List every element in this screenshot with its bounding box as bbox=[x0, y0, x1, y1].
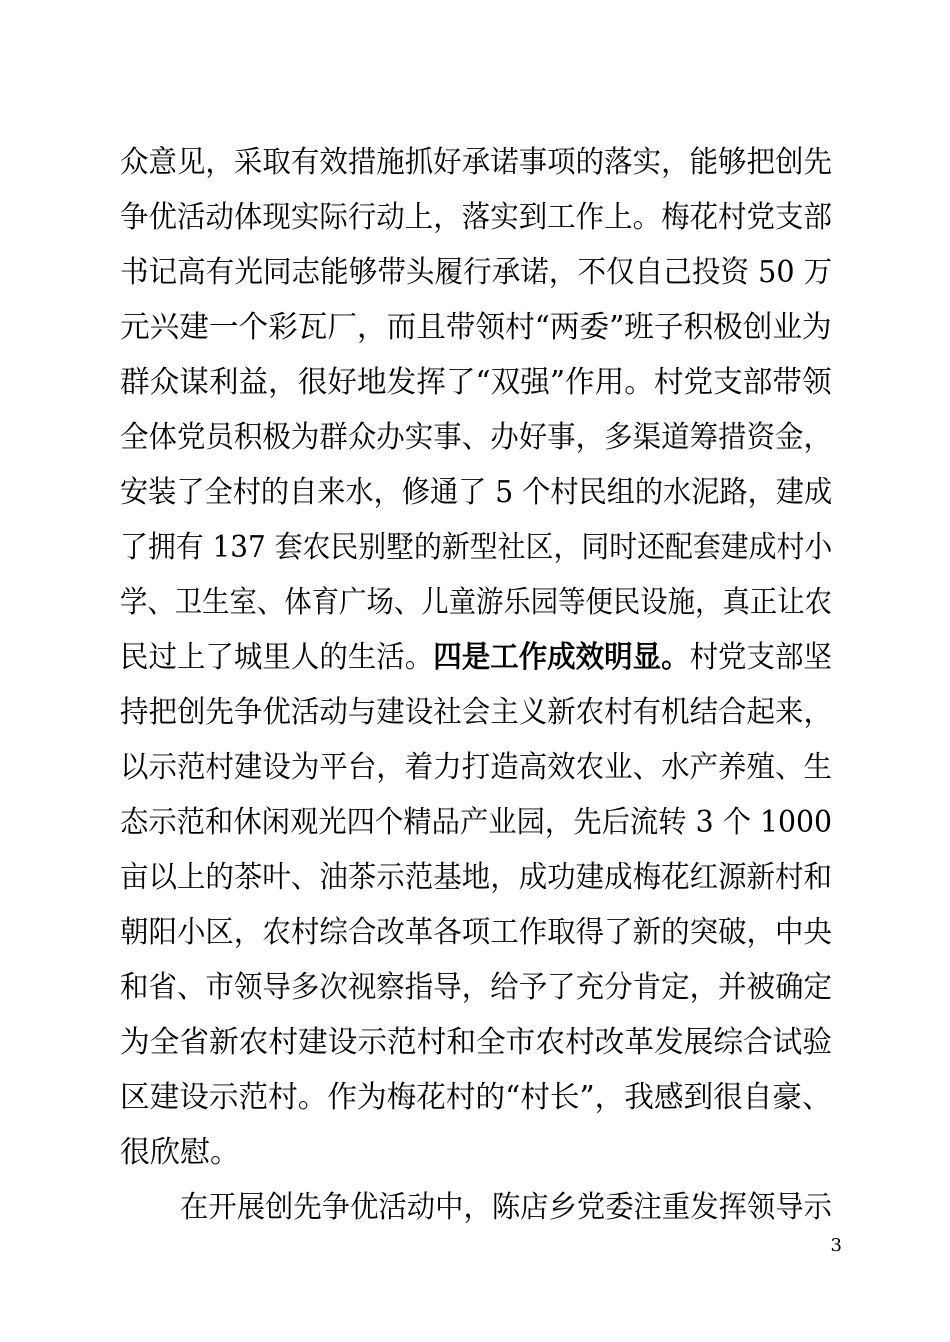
body-line-15: 朝阳小区，农村综合改革各项工作取得了新的突破，中央 bbox=[120, 915, 832, 950]
body-line-11: 持把创先争优活动与建设社会主义新农村有机结合起来， bbox=[120, 695, 832, 730]
body-line-12: 以示范村建设为平台，着力打造高效农业、水产养殖、生 bbox=[120, 750, 832, 785]
body-line-10-prefix: 民过上了城里人的生活。 bbox=[120, 640, 434, 675]
body-line-5: 群众谋利益，很好地发挥了“双强”作用。村党支部带领 bbox=[120, 365, 832, 400]
body-line-10-suffix: 村党支部坚 bbox=[689, 640, 832, 675]
body-line-20: 在开展创先争优活动中，陈店乡党委注重发挥领导示 bbox=[180, 1190, 832, 1225]
body-line-18: 区建设示范村。作为梅花村的“村长”，我感到很自豪、 bbox=[120, 1080, 832, 1115]
page-number: 3 bbox=[830, 1235, 842, 1256]
body-line-1: 众意见，采取有效措施抓好承诺事项的落实，能够把创先 bbox=[120, 145, 832, 180]
body-line-4: 元兴建一个彩瓦厂，而且带领村“两委”班子积极创业为 bbox=[120, 310, 832, 345]
body-line-19: 很欣慰。 bbox=[120, 1135, 240, 1170]
body-line-9: 学、卫生室、体育广场、儿童游乐园等便民设施，真正让农 bbox=[120, 585, 832, 620]
section-heading-four: 四是工作成效明显。 bbox=[433, 640, 690, 675]
body-line-2: 争优活动体现实际行动上，落实到工作上。梅花村党支部 bbox=[120, 200, 832, 235]
body-line-14: 亩以上的茶叶、油茶示范基地，成功建成梅花红源新村和 bbox=[120, 860, 832, 895]
body-line-17: 为全省新农村建设示范村和全市农村改革发展综合试验 bbox=[120, 1025, 833, 1060]
body-line-13: 态示范和休闲观光四个精品产业园，先后流转 3 个 1000 bbox=[120, 805, 833, 840]
body-line-7: 安装了全村的自来水，修通了 5 个村民组的水泥路，建成 bbox=[120, 475, 833, 510]
body-line-8: 了拥有 137 套农民别墅的新型社区，同时还配套建成村小 bbox=[120, 530, 833, 565]
body-line-10 bbox=[120, 638, 832, 678]
body-line-16: 和省、市领导多次视察指导，给予了充分肯定，并被确定 bbox=[120, 970, 832, 1005]
body-line-6: 全体党员积极为群众办实事、办好事，多渠道筹措资金， bbox=[120, 420, 832, 455]
body-line-3: 书记高有光同志能够带头履行承诺，不仅自己投资 50 万 bbox=[120, 255, 833, 290]
